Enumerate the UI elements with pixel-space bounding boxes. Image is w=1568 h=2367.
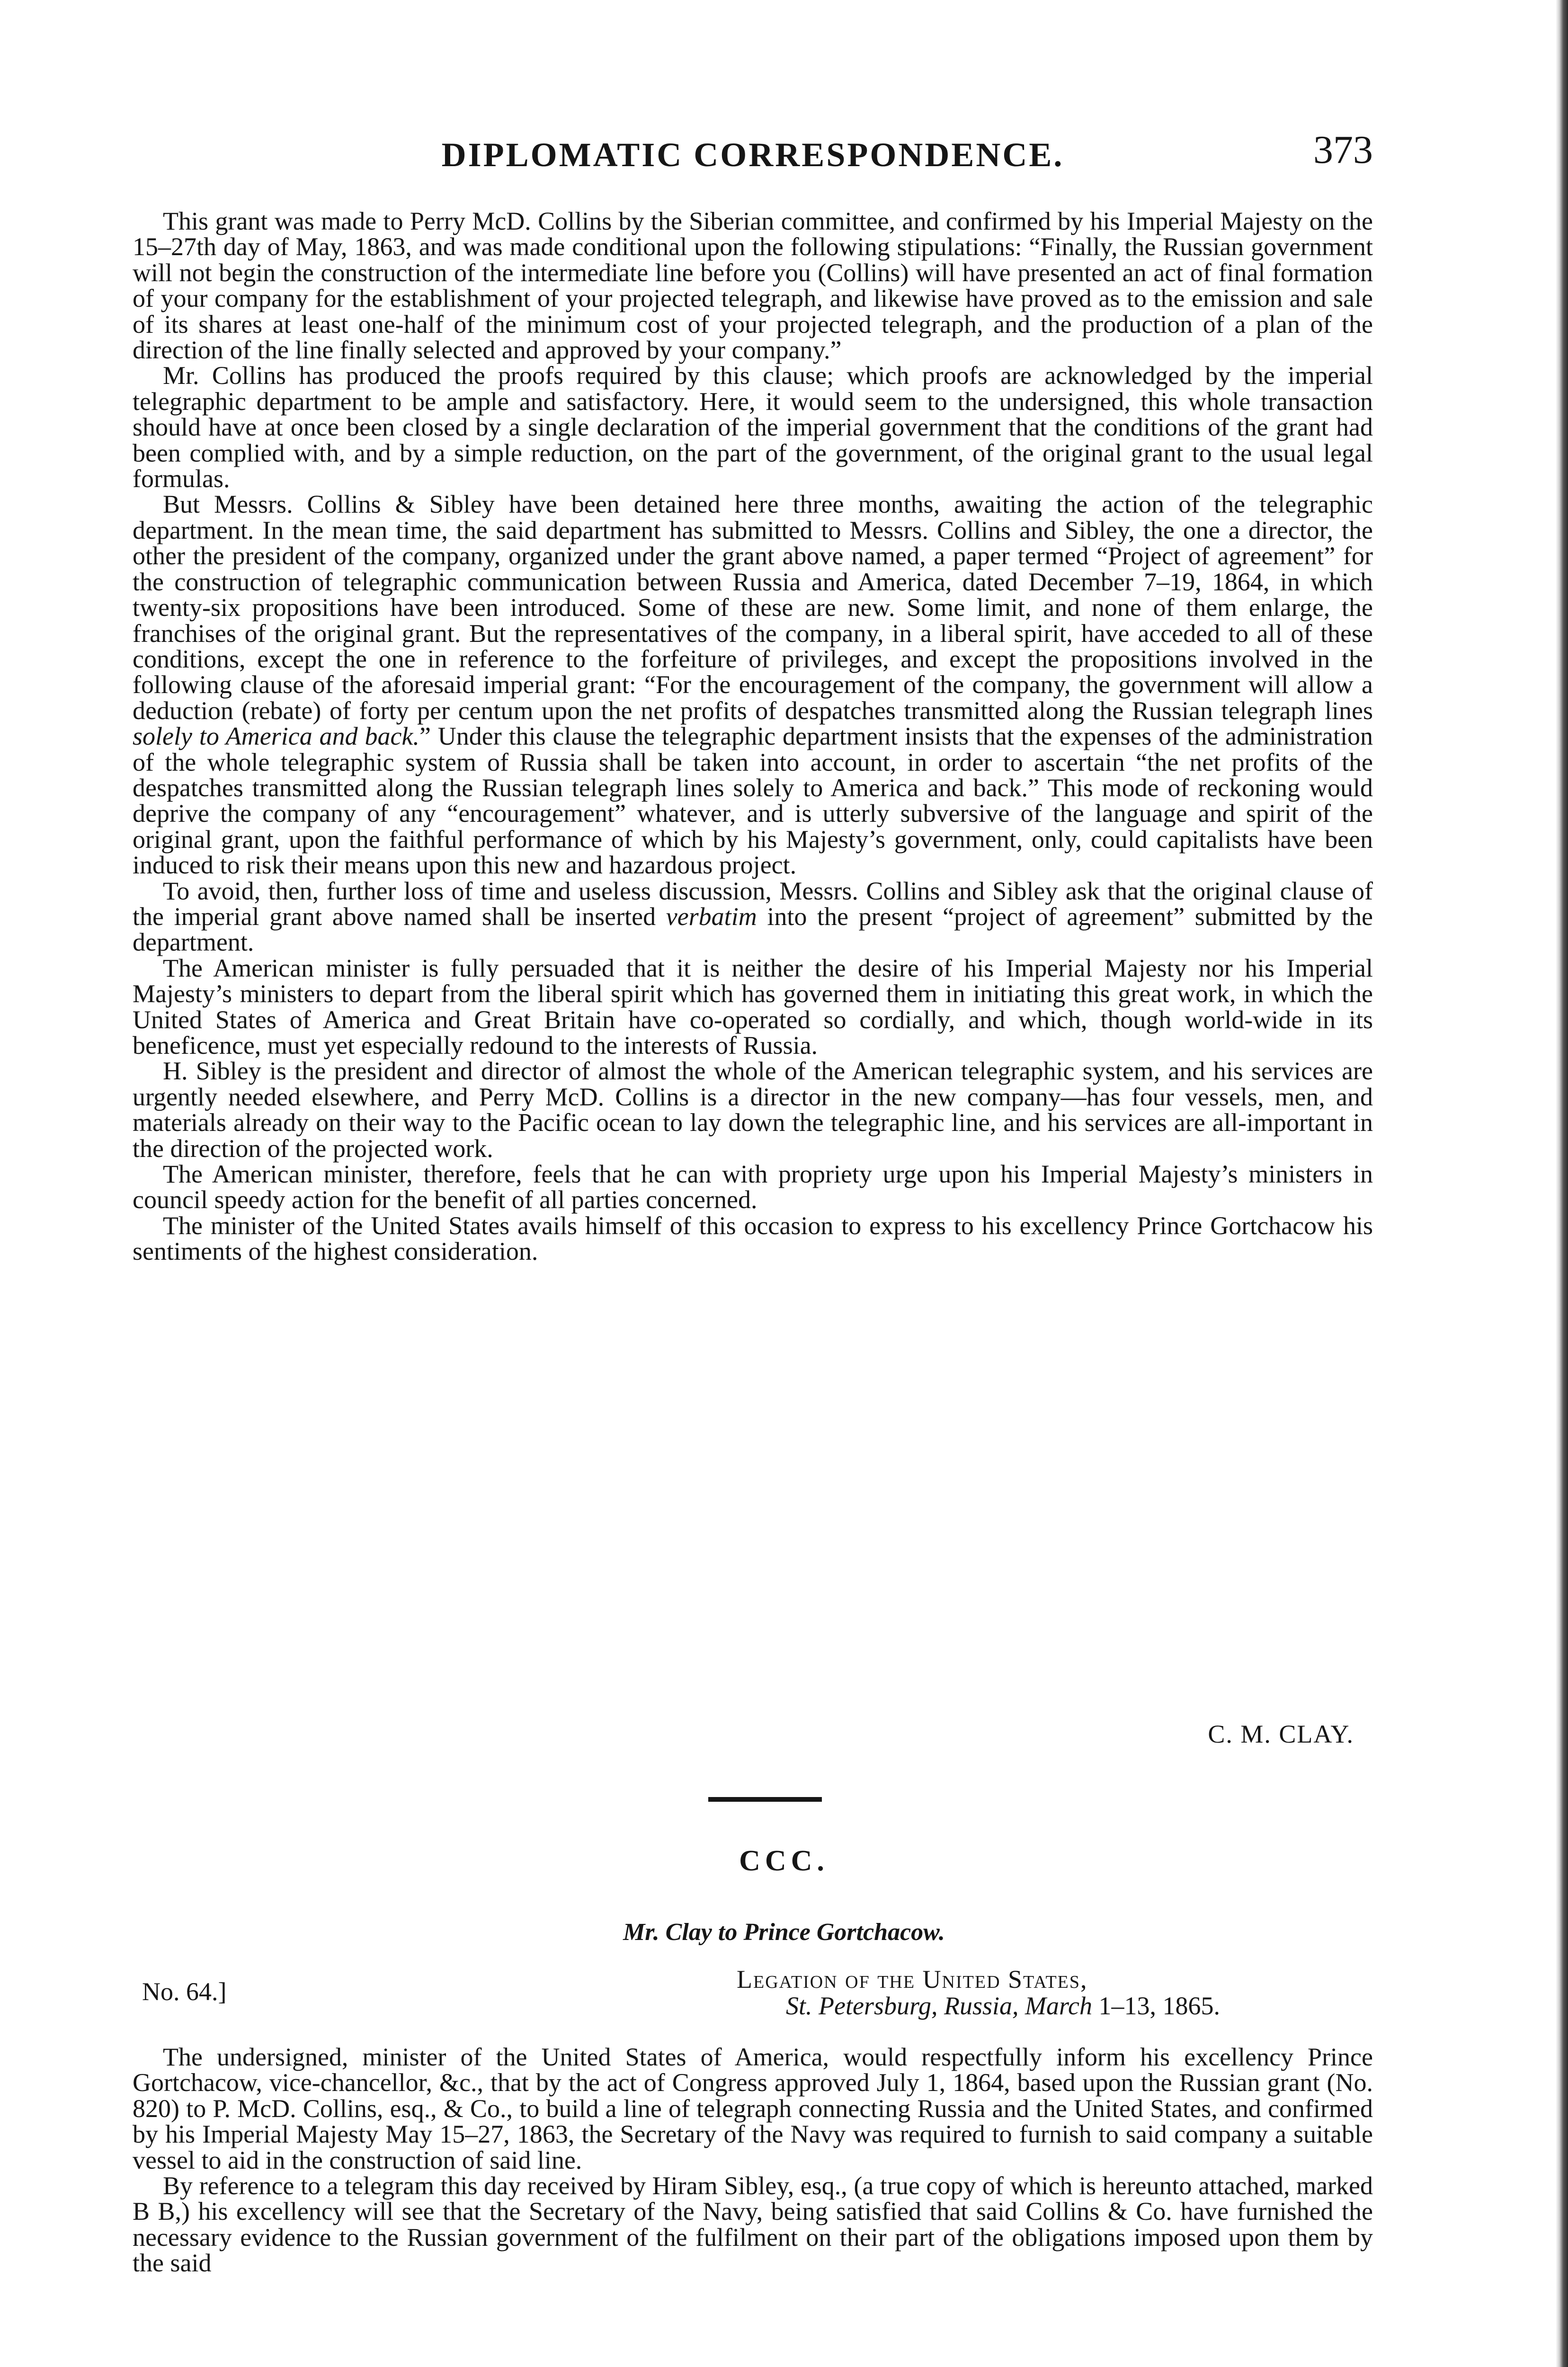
paragraph: The undersigned, minister of the United States of America, would respectfully inform his excellency Prince Gortchacow, vice-chancellor, &c., that by the act of Congress approved July 1, 1864, based upon the Russian grant (No. 820) to P. McD. Collins, esq., & Co., to build a line of telegraph connecting Russia and the United States, and confirmed by his Imperial Majesty May 15–27, 1863, the Secretary of the Navy was required to furnish to said company a suitable vessel to aid in the construction of said line. <box>133 2043 1373 2174</box>
document-heading: Mr. Clay to Prince Gortchacow. <box>623 1919 945 1946</box>
dispatch-number: No. 64.] <box>142 1977 227 2006</box>
date: 1–13, 1865. <box>1092 1992 1220 2020</box>
text-run: But Messrs. Collins & Sibley have been detained here three months, awaiting the action of the telegraphic department. In the mean time, the said department has submitted to Messrs. Collins and Sibley, the one a director, the other the president of the company, organized under the grant above named, a paper termed “Project of agreement” for the construction of telegraphic communication between Russia and America, dated December 7–19, 1864, in which twenty-six propositions have been introduced. Some of these are new. Some limit, and none of them enlarge, the franchises of the original grant. But the representatives of the company, in a liberal spirit, have acceded to all of these conditions, except the one in reference to the forfeiture of privileges, and except the propositions involved in the following clause of the aforesaid imperial grant: “For the encouragement of the company, the government will allow a deduction (rebate) of forty per centum upon the net profits of despatches transmitted along the Russian telegraph lines <box>133 490 1373 725</box>
legation-line <box>737 1965 1088 1994</box>
letter-body <box>133 2044 1373 2276</box>
italic-phrase: verbatim <box>666 902 757 931</box>
section-divider <box>708 1797 822 1802</box>
paragraph: H. Sibley is the president and director of almost the whole of the American telegraphic system, and his services are urgently needed elsewhere, and Perry McD. Collins is a director in the new company—has four vessels, men, and materials already on their way to the Pacific ocean to lay down the telegraphic line, and his services are all-important in the direction of the projected work. <box>133 1057 1373 1163</box>
page-header <box>133 127 1373 184</box>
document-number: CCC. <box>739 1845 829 1877</box>
running-title: DIPLOMATIC CORRESPONDENCE. <box>441 136 1064 174</box>
text-run: To avoid, then, further loss of time and useless discussion, Messrs. Collins and Sibley ask that the original clause of the imperial grant above named shall be inserted <box>133 876 1373 931</box>
letter-continuation <box>133 208 1373 1264</box>
paragraph: Mr. Collins has produced the proofs required by this clause; which proofs are acknowledged by the imperial telegraphic department to be ample and satisfactory. Here, it would seem to the undersigned, this whole transaction should have at once been closed by a single declaration of the imperial government that the conditions of the grant had been complied with, and by a simple reduction, on the part of the government, of the original grant to the usual legal formulas. <box>133 361 1373 493</box>
page-number: 373 <box>1313 128 1373 172</box>
place-date-line <box>786 1991 1220 2020</box>
paragraph <box>133 491 1373 878</box>
paragraph: The American minister, therefore, feels that he can with propriety urge upon his Imperial Majesty’s ministers in council speedy action for the benefit of all parties concerned. <box>133 1160 1373 1214</box>
paragraph <box>133 878 1373 955</box>
italic-phrase: solely to America and back. <box>133 722 419 751</box>
paragraph: The American minister is fully persuaded that it is neither the desire of his Imperial Majesty nor his Imperial Majesty’s ministers to depart from the liberal spirit which has governed them in initiating this great work, in which the United States of America and Great Britain have co-operated so cordially, and which, though world-wide in its beneficence, must yet especially redound to the interests of Russia. <box>133 953 1373 1059</box>
text-run: into the present “project of agreement” submitted by the department. <box>133 902 1373 957</box>
paragraph: By reference to a telegram this day received by Hiram Sibley, esq., (a true copy of which is hereunto attached, marked B B,) his excellency will see that the Secretary of the Navy, being satisfied that said Collins & Co. have furnished the necessary evidence to the Russian government of the fulfilment on their part of the obligations imposed upon them by the said <box>133 2171 1373 2278</box>
place: St. Petersburg, Russia, March <box>786 1992 1092 2020</box>
paragraph: The minister of the United States avails himself of this occasion to express to his excellency Prince Gortchacow his sentiments of the highest consideration. <box>133 1211 1373 1266</box>
paragraph: This grant was made to Perry McD. Collins by the Siberian committee, and confirmed by his Imperial Majesty on the 15–27th day of May, 1863, and was made conditional upon the following stipulations: “Finally, the Russian government will not begin the construction of the intermediate line before you (Collins) will have presented an act of final formation of your company for the establishment of your projected telegraph, and likewise have proved as to the emission and sale of its shares at least one-half of the minimum cost of your projected telegraph, and the production of a plan of the direction of the line finally selected and approved by your company.” <box>133 207 1373 365</box>
signature: C. M. CLAY. <box>1208 1720 1354 1748</box>
legation-name: Legation of the United States, <box>737 1965 1088 1993</box>
text-run: ” Under this clause the telegraphic department insists that the expenses of the administration of the whole telegraphic system of Russia shall be taken into account, in order to ascertain “the net profits of the despatches transmitted along the Russian telegraph lines solely to America and back.” This mode of reckoning would deprive the company of any “encouragement” whatever, and is utterly subversive of the language and spirit of the original grant, upon the faithful performance of which by his Majesty’s government, only, could capitalists have been induced to risk their means upon this new and hazardous project. <box>133 722 1373 880</box>
book-binding-edge <box>1556 0 1568 2367</box>
